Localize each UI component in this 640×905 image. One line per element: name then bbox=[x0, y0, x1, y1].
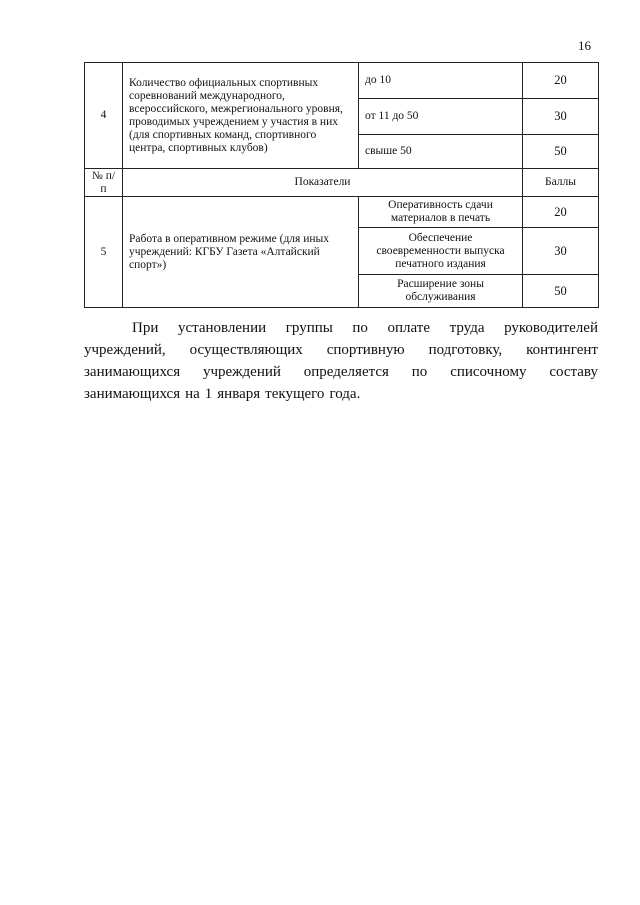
indicator-cell: Работа в оперативном режиме (для иных учреждений: КГБУ Газета «Алтайский спорт») bbox=[123, 197, 359, 308]
indicators-table bbox=[84, 62, 599, 308]
table-row bbox=[85, 63, 599, 99]
points-cell: 20 bbox=[523, 197, 599, 228]
paragraph-line: занимающихся на 1 января текущего года. bbox=[84, 386, 361, 402]
points-cell: 50 bbox=[523, 135, 599, 169]
condition-cell: до 10 bbox=[359, 63, 523, 99]
header-number: № п/п bbox=[85, 169, 123, 197]
points-cell: 50 bbox=[523, 275, 599, 308]
points-cell: 20 bbox=[523, 63, 599, 99]
page-number: 16 bbox=[578, 38, 591, 53]
points-cell: 30 bbox=[523, 228, 599, 275]
condition-cell: от 11 до 50 bbox=[359, 99, 523, 135]
body-paragraph bbox=[84, 317, 598, 405]
condition-cell: Оперативность сдачи материалов в печать bbox=[359, 197, 523, 228]
condition-cell: Расширение зоны обслуживания bbox=[359, 275, 523, 308]
header-indicators: Показатели bbox=[123, 169, 523, 197]
row-number: 4 bbox=[85, 63, 123, 169]
paragraph-line: занимающихся учреждений определяется по списочному составу bbox=[84, 364, 598, 380]
table-header-row bbox=[85, 169, 599, 197]
row-number: 5 bbox=[85, 197, 123, 308]
paragraph-line: При установлении группы по оплате труда руководителей bbox=[132, 320, 598, 336]
condition-cell: свыше 50 bbox=[359, 135, 523, 169]
indicator-cell: Количество официальных спортивных соревнований международного, всероссийского, межрегионального уровня, проводимых учреждением у участия в них (для спортивных команд, спортивного центра, спортивных клубов) bbox=[123, 63, 359, 169]
header-points: Баллы bbox=[523, 169, 599, 197]
points-cell: 30 bbox=[523, 99, 599, 135]
table-row bbox=[85, 197, 599, 228]
paragraph-line: учреждений, осуществляющих спортивную подготовку, контингент bbox=[84, 342, 598, 358]
condition-cell: Обеспечение своевременности выпуска печатного издания bbox=[359, 228, 523, 275]
